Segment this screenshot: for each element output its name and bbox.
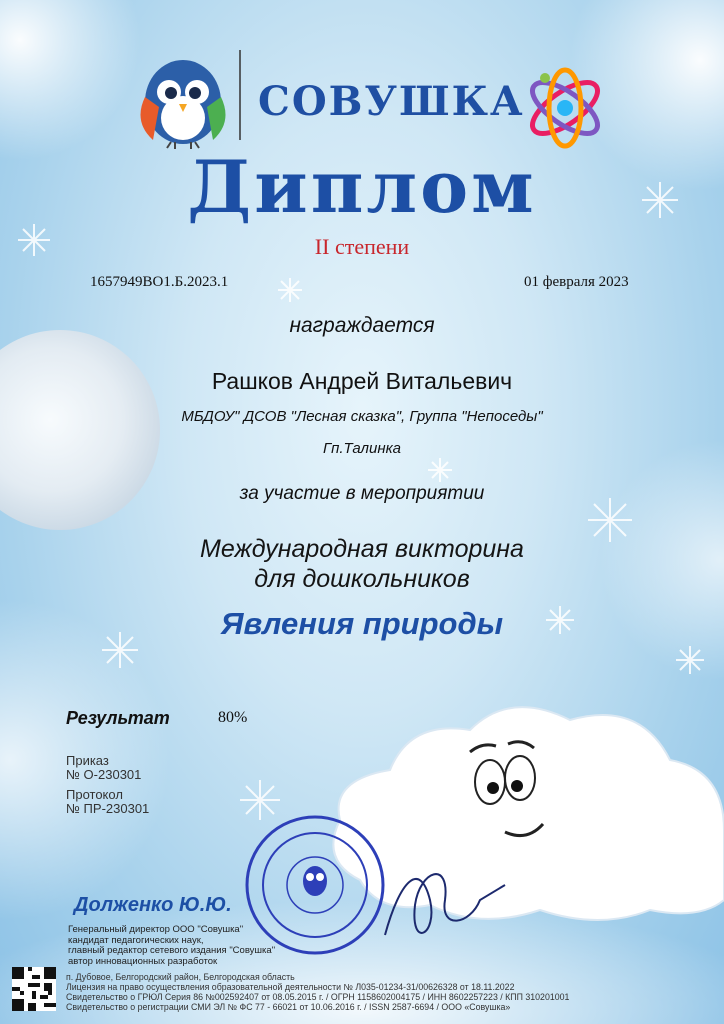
awarded-text: награждается (289, 314, 435, 337)
signatory-line1: Генеральный директор ООО "Совушка" (68, 924, 244, 935)
footer-line3: Свидетельство о ГРЮЛ Серия 86 №002592407 от 08.05.2015 г. / ОГРН 1158602004175 / ИНН 8602257223 / КПП 310201001 (66, 992, 570, 1002)
recipient-city: Гп.Талинка (322, 440, 402, 457)
smiling-cloud-icon (333, 707, 724, 920)
signatory-line4: автор инновационных разработок (68, 955, 218, 967)
signatory-line3: главный редактор сетевого издания "Совушка" (68, 945, 276, 956)
qr-code-icon (12, 967, 56, 1011)
recipient-organization: МБДОУ" ДСОВ "Лесная сказка", Группа "Непоседы" (181, 408, 543, 425)
order-label: Приказ (66, 753, 109, 768)
participation-text: за участие в мероприятии (239, 483, 485, 504)
protocol-label: Протокол (66, 787, 123, 802)
diploma-degree: II степени (314, 234, 410, 259)
issue-date: 01 февраля 2023 (524, 274, 629, 290)
owl-logo-icon (141, 60, 226, 149)
event-name-line2: для дошкольников (254, 565, 470, 593)
diploma-title: Диплом (187, 144, 537, 229)
event-name-line1: Международная викторина (200, 535, 524, 563)
event-name (0, 534, 724, 594)
protocol-block (66, 788, 149, 816)
brand-name: СОВУШКА (258, 78, 525, 125)
footer-legal (66, 972, 706, 1012)
footer-line1: п. Дубовое, Белгородский район, Белгородская область (66, 972, 295, 982)
result-value: 80% (218, 709, 248, 726)
signatory-details (68, 925, 398, 967)
registration-number: 1657949ВО1.Б.2023.1 (90, 274, 229, 290)
signatory-name: Долженко Ю.Ю. (74, 894, 232, 916)
order-block (66, 754, 141, 782)
footer-line2: Лицензия на право осуществления образовательной деятельности № Л035-01234-31/00626328 от 18.11.2022 (66, 982, 515, 992)
signatory-line2: кандидат педагогических наук, (68, 934, 204, 946)
footer-line4: Свидетельство о регистрации СМИ ЭЛ № ФС 77 - 66021 от 10.06.2016 г. / ISSN 2587-6694 / ООО «Совушка» (66, 1002, 511, 1012)
protocol-number: № ПР-230301 (66, 801, 150, 816)
order-number: № О-230301 (66, 767, 142, 782)
recipient-name: Рашков Андрей Витальевич (211, 368, 513, 394)
result-label: Результат (66, 708, 170, 728)
event-topic: Явления природы (220, 606, 504, 641)
